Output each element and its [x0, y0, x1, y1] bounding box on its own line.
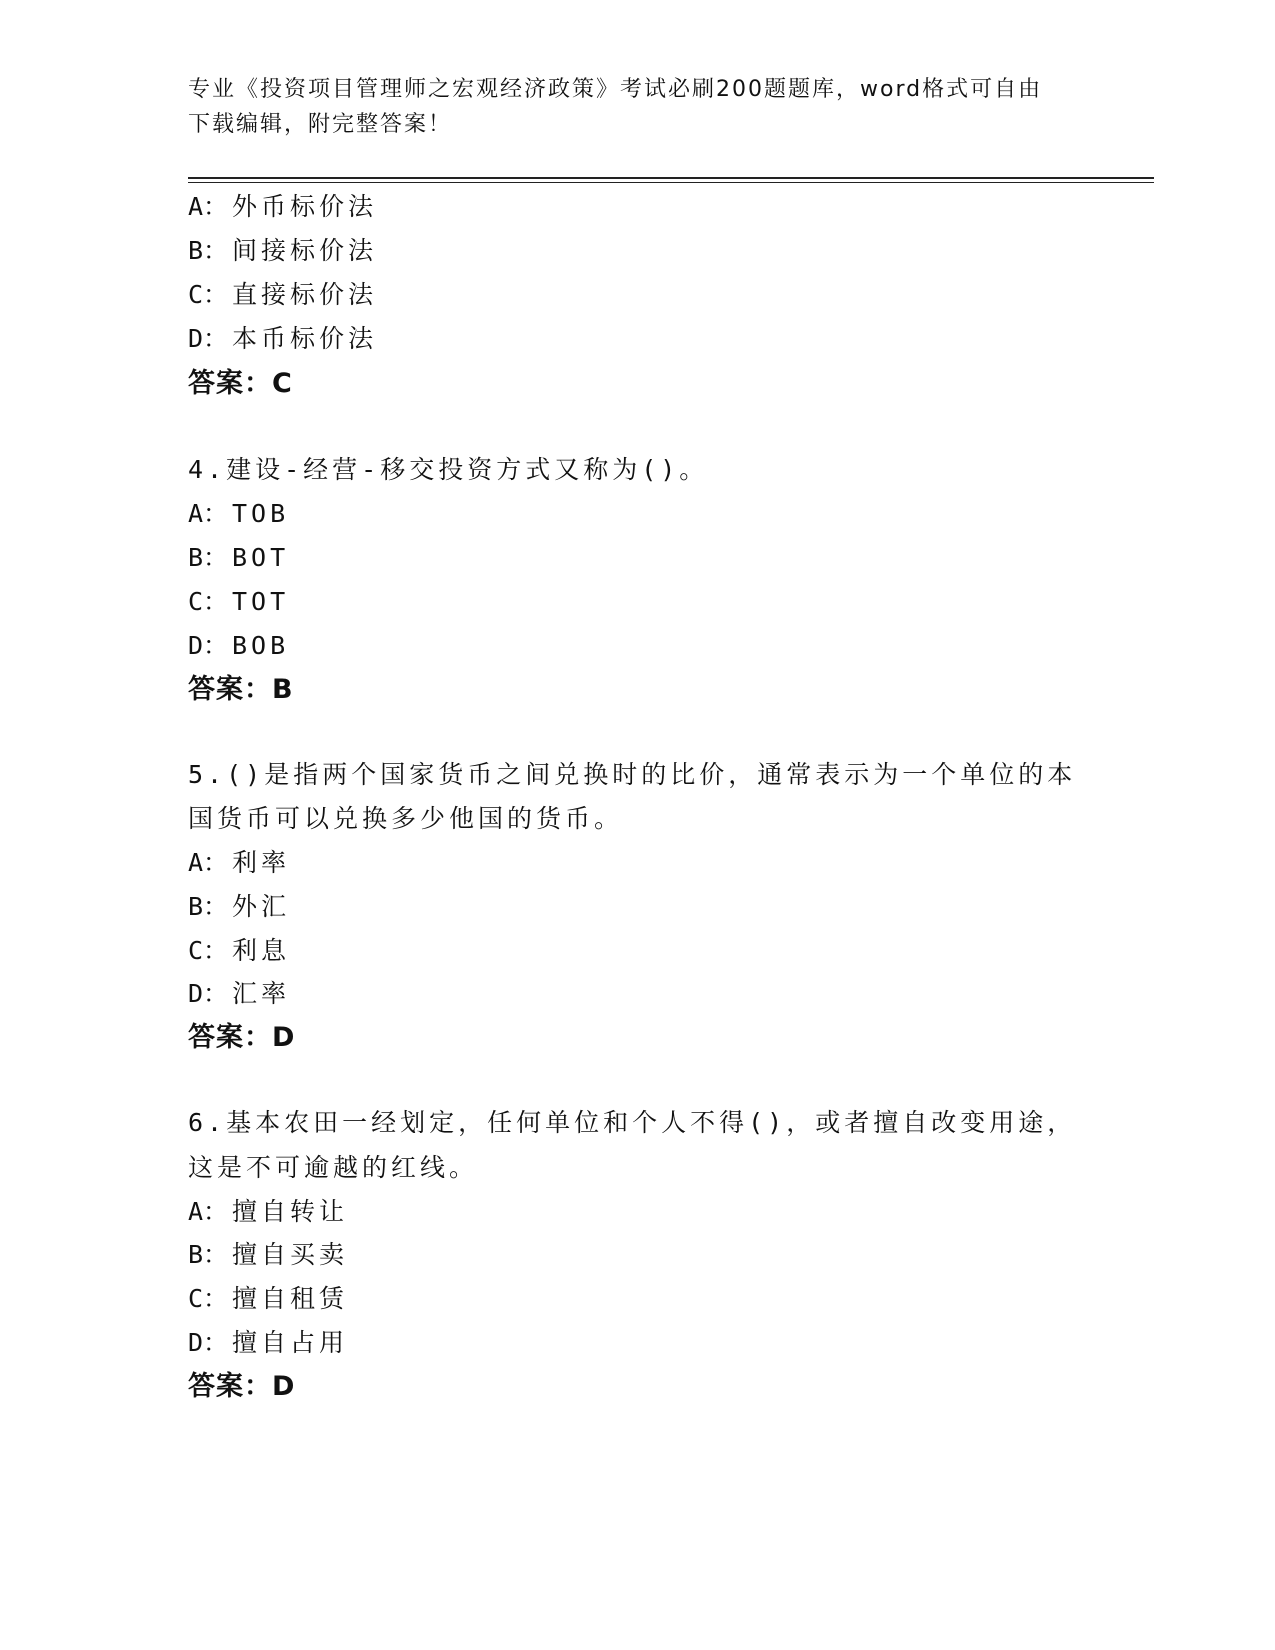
header-title-line-1: 专业《投资项目管理师之宏观经济政策》考试必刷200题题库，word格式可自由 [188, 77, 1043, 102]
q5-stem-line-1: 5.()是指两个国家货币之间兑换时的比价，通常表示为一个单位的本 [188, 760, 1077, 789]
option-label: A： [188, 499, 229, 528]
option-text: 外汇 [232, 892, 291, 921]
option-text: 本币标价法 [232, 324, 378, 353]
option-label: A： [188, 192, 229, 221]
q3-answer: 答案：C [188, 368, 293, 399]
q5-answer: 答案：D [188, 1022, 296, 1053]
option-label: D： [188, 631, 229, 660]
option-label: C： [188, 280, 229, 309]
q6-stem-line-2: 这是不可逾越的红线。 [188, 1153, 479, 1182]
option-label: C： [188, 587, 229, 616]
q6-option-b [188, 1237, 348, 1273]
option-text: BOB [232, 631, 290, 660]
option-label: D： [188, 324, 229, 353]
q3-option-c [188, 277, 377, 313]
option-text: 直接标价法 [232, 280, 378, 309]
option-text: 利率 [232, 848, 291, 877]
option-text: TOB [232, 499, 290, 528]
q3-option-d [188, 321, 377, 357]
q5-stem-line-2: 国货币可以兑换多少他国的货币。 [188, 804, 624, 833]
option-label: B： [188, 543, 229, 572]
option-label: D： [188, 979, 229, 1008]
option-text: 利息 [232, 936, 291, 965]
q6-option-c [188, 1281, 348, 1317]
q3-option-a [188, 189, 377, 225]
option-label: B： [188, 1240, 229, 1269]
header-rule-thick [188, 177, 1154, 179]
q5-option-a [188, 845, 290, 881]
q4-option-c [188, 584, 289, 620]
option-text: 擅自转让 [232, 1197, 349, 1226]
q4-option-a [188, 496, 289, 532]
option-label: B： [188, 236, 229, 265]
q6-option-d [188, 1325, 348, 1361]
q5-option-d [188, 976, 290, 1012]
q6-answer: 答案：D [188, 1371, 296, 1402]
option-text: 汇率 [232, 979, 291, 1008]
q5-option-b [188, 889, 290, 925]
option-label: B： [188, 892, 229, 921]
option-text: TOT [232, 587, 290, 616]
header-title-line-2: 下载编辑，附完整答案！ [188, 112, 453, 137]
option-text: 擅自租赁 [232, 1284, 349, 1313]
q4-stem: 4.建设-经营-移交投资方式又称为()。 [188, 455, 709, 484]
option-text: BOT [232, 543, 290, 572]
document-header [188, 72, 1088, 142]
option-label: C： [188, 936, 229, 965]
option-text: 间接标价法 [232, 236, 378, 265]
q4-answer: 答案：B [188, 674, 294, 705]
q5-option-c [188, 933, 290, 969]
option-label: C： [188, 1284, 229, 1313]
q3-option-b [188, 233, 377, 269]
option-label: A： [188, 1197, 229, 1226]
option-text: 擅自买卖 [232, 1240, 349, 1269]
option-label: D： [188, 1328, 229, 1357]
q4-option-d [188, 628, 289, 664]
header-rule-thin [188, 182, 1154, 183]
option-text: 外币标价法 [232, 192, 378, 221]
option-text: 擅自占用 [232, 1328, 349, 1357]
q4-option-b [188, 540, 289, 576]
option-label: A： [188, 848, 229, 877]
q6-stem-line-1: 6.基本农田一经划定，任何单位和个人不得()，或者擅自改变用途， [188, 1108, 1077, 1137]
q6-option-a [188, 1194, 348, 1230]
